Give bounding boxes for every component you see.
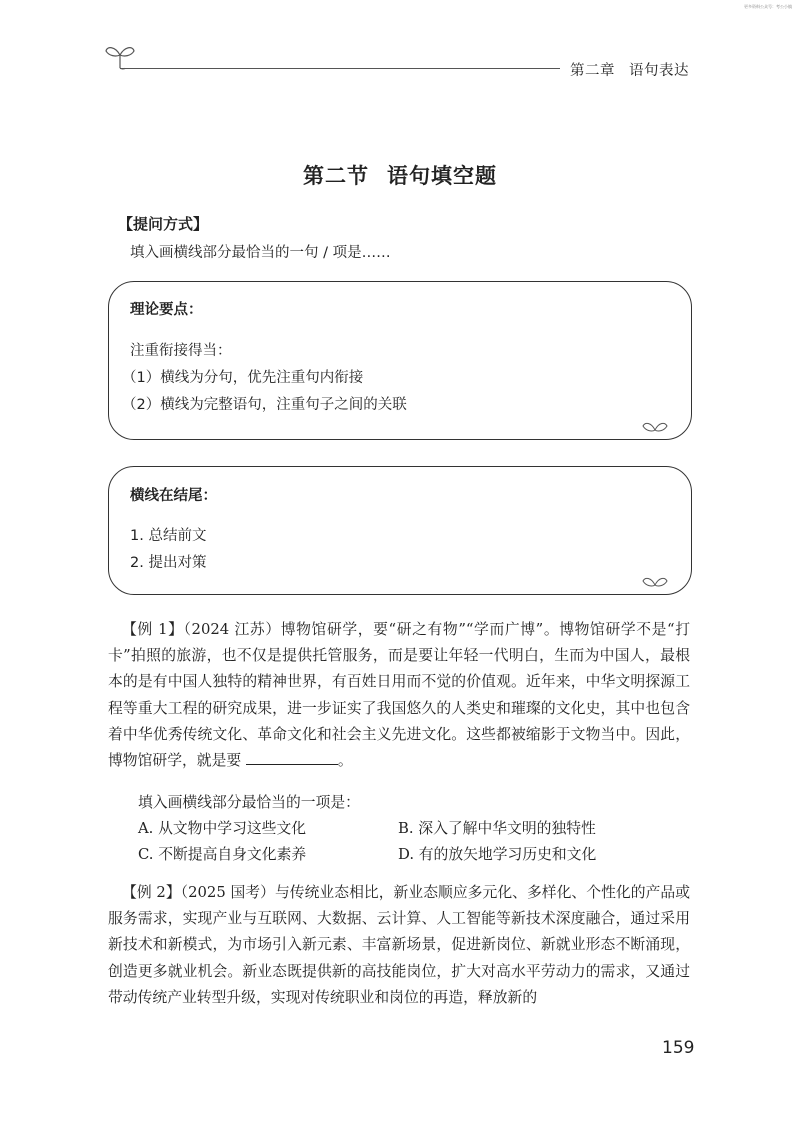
option-b: B. 深入了解中华文明的独特性 xyxy=(398,820,596,837)
section-name: 语句填空题 xyxy=(387,163,497,188)
watermark: 更多资料公众号：考公小镇 xyxy=(744,4,792,9)
option-c: C. 不断提高自身文化素养 xyxy=(138,846,307,863)
theory-line-2: （1）横线为分句，优先注重句内衔接 xyxy=(122,370,364,386)
example-2-paragraph xyxy=(108,880,690,1011)
fill-blank xyxy=(246,750,338,765)
example-1-paragraph xyxy=(108,617,690,774)
option-d: D. 有的放矢地学习历史和文化 xyxy=(398,846,597,863)
ending-line-2: 2. 提出对策 xyxy=(130,555,207,571)
section-title xyxy=(0,160,800,190)
example-2-text: 与传统业态相比，新业态顺应多元化、多样化、个性化的产品或服务需求，实现产业与互联网、大数据、云计算、人工智能等新技术深度融合，通过采用新技术和新模式，为市场引入新元素、丰富新场景，促进新岗位、新就业形态不断涌现，创造更多就业机会。新业态既提供新的高技能岗位，扩大对高水平劳动力的需求，又通过带动传统产业转型升级，实现对传统职业和岗位的再造，释放新的 xyxy=(108,884,690,1006)
theory-line-1: 注重衔接得当： xyxy=(130,343,232,359)
leaf-icon xyxy=(642,420,668,434)
chapter-number: 第二章 xyxy=(570,63,615,79)
example-1-text: 博物馆研学，要“研之有物”“学而广博”。博物馆研学不是“打卡”拍照的旅游，也不仅是提供托管服务，而是要让年轻一代明白，生而为中国人，最根本的是有中国人独特的精神世界，有百姓日用而不觉的价值观。近年来，中华文明探源工程等重大工程的研究成果，进一步证实了我国悠久的人类史和璀璨的文化史，其中也包含着中华优秀传统文化、革命文化和社会主义先进文化。这些都被缩影于文物当中。因此，博物馆研学，就是要 xyxy=(108,621,691,770)
theory-box-title: 理论要点： xyxy=(130,302,203,318)
theory-line-3: （2）横线为完整语句，注重句子之间的关联 xyxy=(122,397,407,413)
ask-heading: 【提问方式】 xyxy=(118,215,209,233)
ending-line-1: 1. 总结前文 xyxy=(130,528,207,544)
header-rule xyxy=(120,68,560,69)
example-1-text-end: 。 xyxy=(337,752,353,770)
leaf-icon xyxy=(642,575,668,589)
section-number: 第二节 xyxy=(303,163,369,188)
ask-text: 填入画横线部分最恰当的一句 / 项是…… xyxy=(130,245,391,261)
chapter-title: 语句表达 xyxy=(629,63,689,79)
chapter-header xyxy=(570,59,689,80)
page-number: 159 xyxy=(662,1038,695,1058)
example-2-source: （2025 国考） xyxy=(180,884,275,901)
example-1-source: （2024 江苏） xyxy=(183,621,281,638)
example-1-question: 填入画横线部分最恰当的一项是： xyxy=(138,794,360,811)
option-a: A. 从文物中学习这些文化 xyxy=(138,820,307,837)
ending-box-title: 横线在结尾： xyxy=(130,488,217,504)
example-1-label: 【例 1】 xyxy=(122,621,184,638)
example-2-label: 【例 2】 xyxy=(122,884,181,901)
